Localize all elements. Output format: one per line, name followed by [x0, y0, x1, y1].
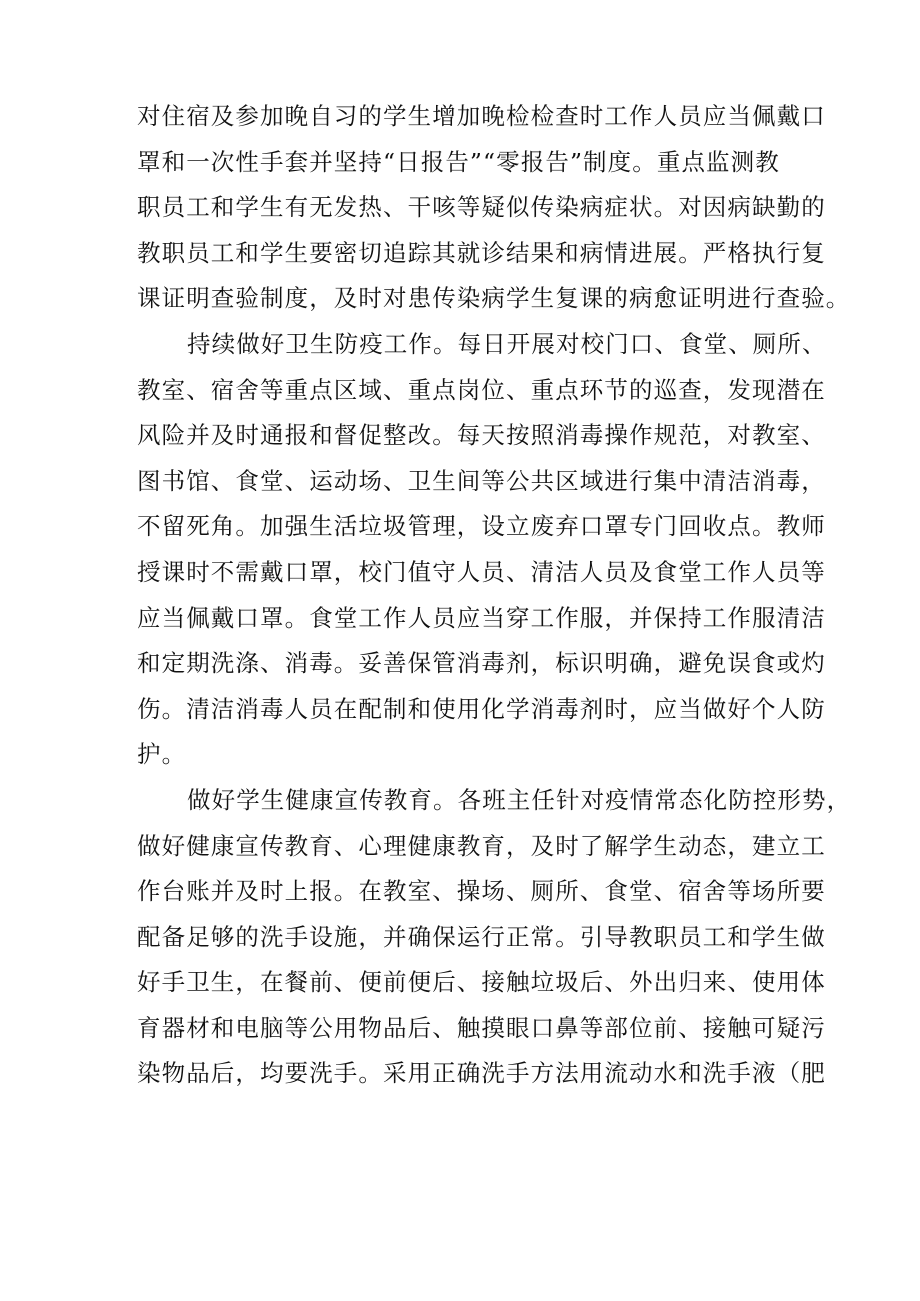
text-line: 好手卫生，在餐前、便前便后、接触垃圾后、外出归来、使用体	[137, 968, 826, 997]
text-line: 课证明查验制度，及时对患传染病学生复课的病愈证明进行查验。	[137, 284, 851, 313]
text-line: 教职员工和学生要密切追踪其就诊结果和病情进展。严格执行复	[137, 238, 826, 267]
text-line: 不留死角。加强生活垃圾管理，设立废弃口罩专门回收点。教师	[137, 512, 826, 541]
text-line: 做好学生健康宣传教育。各班主任针对疫情常态化防控形势，	[187, 785, 852, 814]
text-line: 风险并及时通报和督促整改。每天按照消毒操作规范，对教室、	[137, 421, 826, 450]
text-line: 做好健康宣传教育、心理健康教育，及时了解学生动态，建立工	[137, 831, 826, 860]
text-line: 图书馆、食堂、运动场、卫生间等公共区域进行集中清洁消毒，	[137, 466, 826, 495]
text-line: 罩和一次性手套并坚持“日报告”“零报告”制度。重点监测教	[137, 147, 780, 176]
text-line: 和定期洗涤、消毒。妥善保管消毒剂，标识明确，避免误食或灼	[137, 649, 826, 678]
paragraph-student-inspection	[137, 94, 851, 322]
text-line: 育器材和电脑等公用物品后、触摸眼口鼻等部位前、接触可疑污	[137, 1013, 826, 1042]
paragraph-sanitation	[137, 322, 827, 778]
paragraph-health-education	[137, 778, 852, 1097]
text-line: 对住宿及参加晚自习的学生增加晚检检查时工作人员应当佩戴口	[137, 102, 826, 130]
text-line: 职员工和学生有无发热、干咳等疑似传染病症状。对因病缺勤的	[137, 193, 826, 222]
text-line: 持续做好卫生防疫工作。每日开展对校门口、食堂、厕所、	[187, 329, 827, 358]
text-line: 教室、宿舍等重点区域、重点岗位、重点环节的巡查，发现潜在	[137, 375, 826, 404]
text-line: 护。	[137, 740, 187, 769]
text-line: 应当佩戴口罩。食堂工作人员应当穿工作服，并保持工作服清洁	[137, 603, 826, 632]
text-line: 伤。清洁消毒人员在配制和使用化学消毒剂时，应当做好个人防	[137, 694, 826, 723]
text-line: 授课时不需戴口罩，校门值守人员、清洁人员及食堂工作人员等	[137, 557, 826, 586]
text-line: 配备足够的洗手设施，并确保运行正常。引导教职员工和学生做	[137, 922, 826, 951]
text-line: 染物品后，均要洗手。采用正确洗手方法用流动水和洗手液（肥	[137, 1059, 826, 1088]
text-line: 作台账并及时上报。在教室、操场、厕所、食堂、宿舍等场所要	[137, 877, 826, 906]
